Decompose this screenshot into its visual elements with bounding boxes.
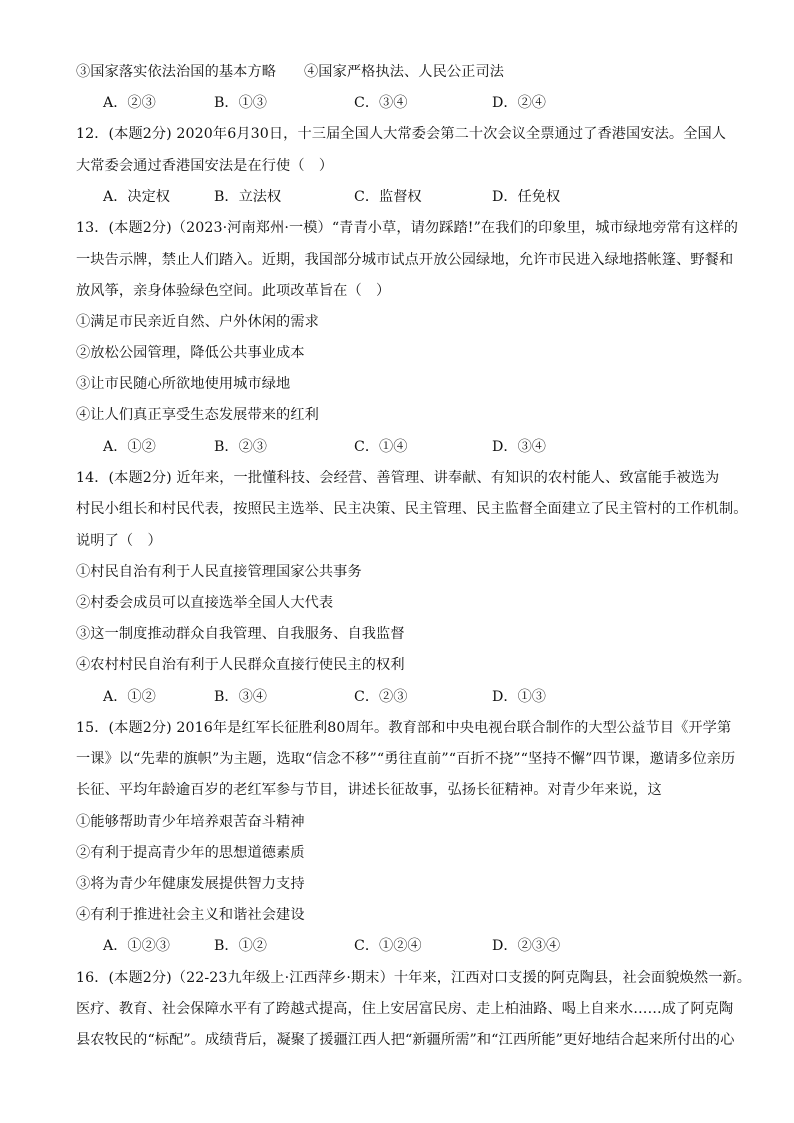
q11-option-b: B．①③ [214,95,267,111]
q14-statement-2: ②村委会成员可以直接选举全国人大代表 [76,595,334,611]
q11-option-d: D．②④ [492,95,546,111]
q12-stem-line-2: 大常委会通过香港国安法是在行使（ ） [76,158,334,174]
q15-statement-3: ③将为青少年健康发展提供智力支持 [76,876,305,892]
q11-option-a: A．②③ [103,95,156,111]
q16-stem-line-2: 医疗、教育、社会保障水平有了跨越式提高，住上安居富民房、走上柏油路、喝上自来水……成了阿克陶 [76,1001,734,1017]
q13-option-a: A．①② [103,439,156,455]
q11-statement-3: ③国家落实依法治国的基本方略 [76,64,277,80]
q12-stem-line-1: 12．(本题2分) 2020年6月30日，十三届全国人大常委会第二十次会议全票通过了香港国安法。全国人 [76,126,727,142]
q14-option-d: D．①③ [492,689,546,705]
q11-statements-row [76,62,716,82]
q11-statement-4: ④国家严格执法、人民公正司法 [304,64,505,80]
q15-option-a: A．①②③ [103,938,170,954]
q14-statement-1: ①村民自治有利于人民直接管理国家公共事务 [76,564,362,580]
q13-option-b: B．②③ [214,439,267,455]
q13-statement-1: ①满足市民亲近自然、户外休闲的需求 [76,314,319,330]
q15-statement-4: ④有利于推进社会主义和谐社会建设 [76,907,305,923]
q15-stem-line-2: 一课》以“先辈的旗帜”为主题，选取“信念不移”“勇往直前”“百折不挠”“坚持不懈”四节课，邀请多位亲历 [76,751,736,767]
q13-statement-4: ④让人们真正享受生态发展带来的红利 [76,407,319,423]
q11-option-c: C．③④ [354,95,408,111]
q14-statement-4: ④农村村民自治有利于人民群众直接行使民主的权利 [76,657,405,673]
q12-option-a: A．决定权 [103,189,170,205]
q13-stem-line-1: 13．(本题2分)（2023·河南郑州·一模）“青青小草，请勿踩踏!”在我们的印象里，城市绿地旁常有这样的 [76,220,739,236]
q13-statement-3: ③让市民随心所欲地使用城市绿地 [76,376,291,392]
q15-statement-2: ②有利于提高青少年的思想道德素质 [76,845,305,861]
q15-option-d: D．②③④ [492,938,561,954]
q16-stem-line-1: 16．(本题2分)（22-23九年级上·江西萍乡·期末）十年来，江西对口支援的阿克陶县，社会面貌焕然一新。 [76,970,752,986]
q15-stem-line-3: 长征、平均年龄逾百岁的老红军参与节目，讲述长征故事，弘扬长征精神。对青少年来说，这 [76,782,662,798]
q15-option-b: B．①② [214,938,267,954]
q16-stem-line-3: 县农牧民的“标配”。成绩背后，凝聚了援疆江西人把“新疆所需”和“江西所能”更好地结合起来所付出的心 [76,1032,735,1048]
q14-stem-line-1: 14．(本题2分) 近年来，一批懂科技、会经营、善管理、讲奉献、有知识的农村能人、致富能手被选为 [76,470,720,486]
q14-option-c: C．②③ [354,689,408,705]
q14-stem-line-2: 村民小组长和村民代表，按照民主选举、民主决策、民主管理、民主监督全面建立了民主管村的工作机制。 [76,501,748,517]
q15-option-c: C．①②④ [354,938,422,954]
q15-stem-line-1: 15．(本题2分) 2016年是红军长征胜利80周年。教育部和中央电视台联合制作的大型公益节目《开学第 [76,720,732,736]
q13-option-d: D．③④ [492,439,546,455]
q13-option-c: C．①④ [354,439,408,455]
q14-statement-3: ③这一制度推动群众自我管理、自我服务、自我监督 [76,626,405,642]
q14-option-b: B．③④ [214,689,267,705]
q12-option-d: D．任免权 [492,189,561,205]
q13-statement-2: ②放松公园管理，降低公共事业成本 [76,345,305,361]
q15-statement-1: ①能够帮助青少年培养艰苦奋斗精神 [76,814,305,830]
q14-stem-line-3: 说明了（ ） [76,533,162,549]
q12-option-c: C．监督权 [354,189,422,205]
q13-stem-line-2: 一块告示牌，禁止人们踏入。近期，我国部分城市试点开放公园绿地，允许市民进入绿地搭帐篷、野餐和 [76,252,734,268]
q14-option-a: A．①② [103,689,156,705]
q13-stem-line-3: 放风筝，亲身体验绿色空间。此项改革旨在（ ） [76,283,391,299]
q12-option-b: B．立法权 [214,189,282,205]
